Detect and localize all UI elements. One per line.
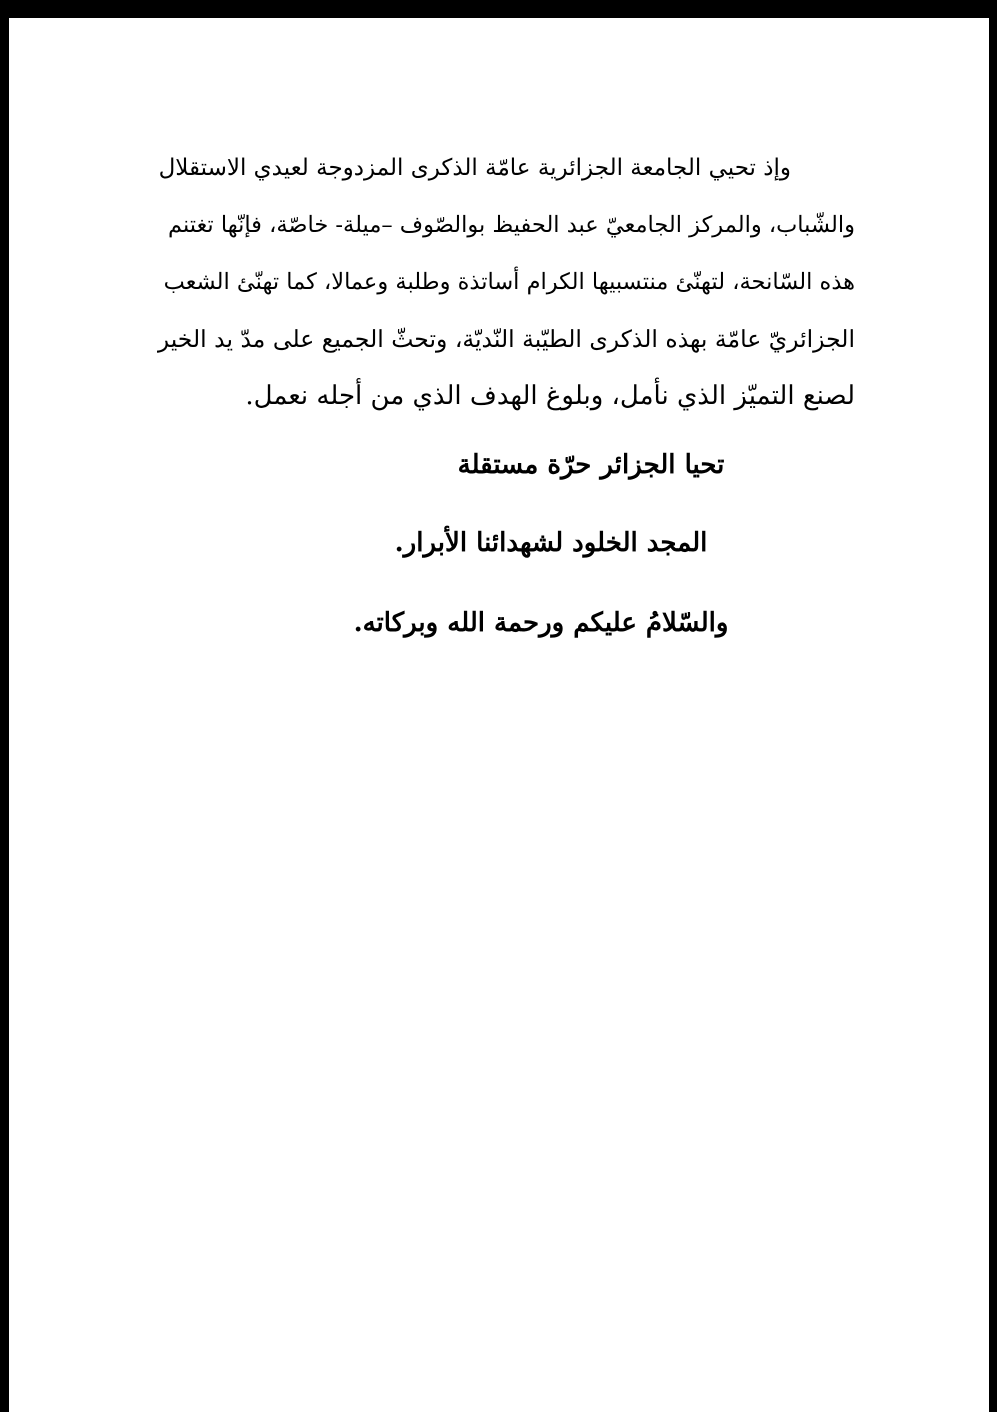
letter-body xyxy=(157,140,855,643)
paragraph-line-4: الجزائريّ عامّة بهذه الذكرى الطيّبة النّديّة، وتحثّ الجميع على مدّ يد الخير xyxy=(157,325,855,353)
document-page xyxy=(9,18,989,1412)
closing-long-live-algeria: تحيا الجزائر حرّة مستقلة xyxy=(457,450,725,480)
paragraph-line-3: هذه السّانحة، لتهنّئ منتسبيها الكرام أساتذة وطلبة وعمالا، كما تهنّئ الشعب xyxy=(163,269,855,295)
closing-salutation: والسّلامُ عليكم ورحمة الله وبركاته. xyxy=(353,608,729,638)
main-paragraph xyxy=(157,140,855,425)
paragraph-line-1: وإذ تحيي الجامعة الجزائرية عامّة الذكرى المزدوجة لعيدي الاستقلال xyxy=(158,155,791,181)
paragraph-line-5: لصنع التميّز الذي نأمل، وبلوغ الهدف الذي من أجله نعمل. xyxy=(245,381,855,411)
paragraph-line-2: والشّباب، والمركز الجامعيّ عبد الحفيظ بوالصّوف –ميلة- خاصّة، فإنّها تغتنم xyxy=(168,212,855,238)
closing-glory-to-martyrs: المجد الخلود لشهدائنا الأبرار. xyxy=(394,528,708,558)
